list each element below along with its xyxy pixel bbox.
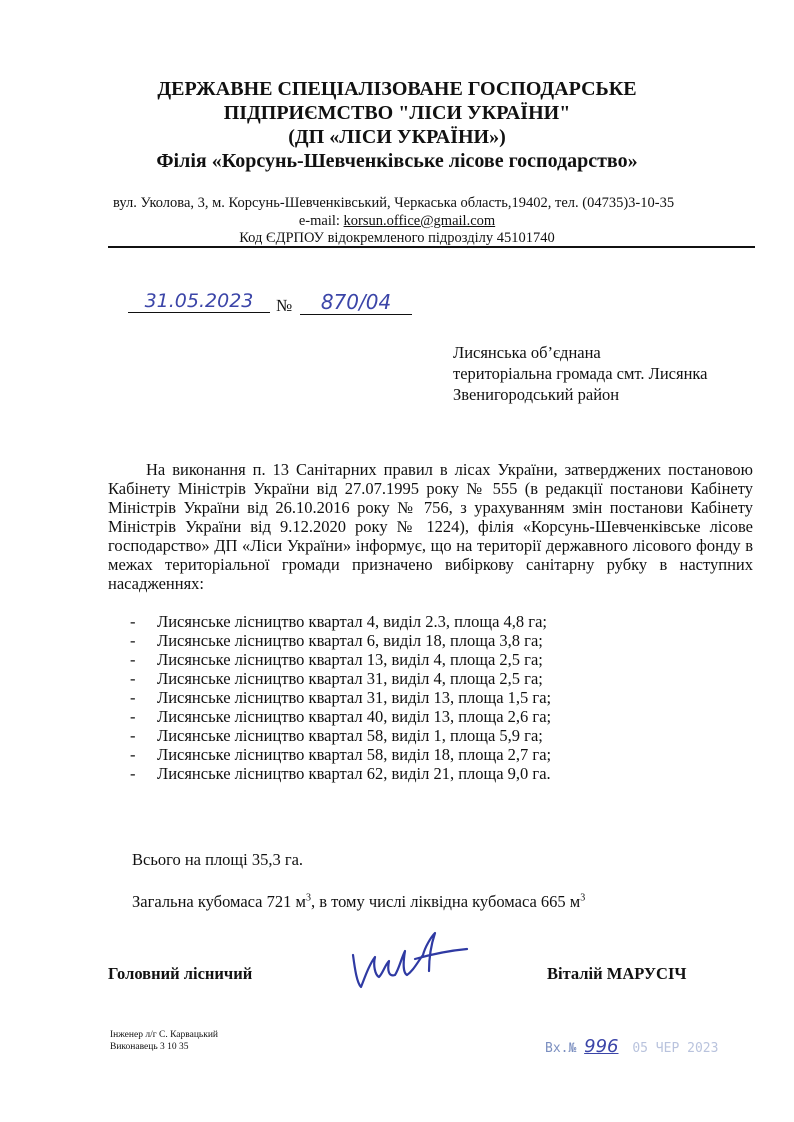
list-item-text: Лисянське лісництво квартал 62, виділ 21, площа 9,0 га. xyxy=(157,764,551,783)
list-marker: - xyxy=(130,764,136,783)
list-marker: - xyxy=(130,688,136,707)
list-marker: - xyxy=(130,669,136,688)
list-item xyxy=(130,669,551,688)
executor-line: Виконавець 3 10 35 xyxy=(110,1042,189,1052)
list-marker: - xyxy=(130,650,136,669)
reference-number-field xyxy=(300,290,412,315)
list-marker: - xyxy=(130,745,136,764)
recipient-line1: Лисянська об’єднана xyxy=(453,343,601,362)
stamp-date: 05 ЧЕР 2023 xyxy=(632,1041,719,1056)
recipient-line2: територіальна громада смт. Лисянка xyxy=(453,364,708,383)
list-item xyxy=(130,612,551,631)
list-marker: - xyxy=(130,612,136,631)
superscript-3: 3 xyxy=(305,892,311,904)
signatory-position: Головний лісничий xyxy=(108,964,253,983)
reference-number: 870/04 xyxy=(320,290,392,314)
list-item xyxy=(130,707,551,726)
plantation-list xyxy=(130,612,551,783)
recipient-block xyxy=(453,342,708,405)
list-item-text: Лисянське лісництво квартал 31, виділ 4, площа 2,5 га; xyxy=(157,669,543,688)
list-item-text: Лисянське лісництво квартал 4, виділ 2.3, площа 4,8 га; xyxy=(157,612,547,631)
body-paragraph: На виконання п. 13 Санітарних правил в лісах України, затверджених постановою Кабінету Міністрів України від 27.07.1995 року № 555 (в редакції постанови Кабінету Міністрів України від 26.10.2016 року № 756, з урахуванням змін постанови Кабінету Міністрів України від 9.12.2020 року № 1224), філія «Корсунь-Шевченківське лісове господарство» ДП «Ліси України» інформує, що на території державного лісового фонду в межах територіальної громади призначено вибіркову санітарну рубку в наступних насадженнях: xyxy=(108,460,753,593)
superscript-3: 3 xyxy=(580,892,586,904)
header-divider xyxy=(108,246,755,248)
address-line: вул. Уколова, 3, м. Корсунь-Шевченківський, Черкаська область,19402, тел. (04735)3-10-35 xyxy=(113,195,675,211)
list-item-text: Лисянське лісництво квартал 40, виділ 13, площа 2,6 га; xyxy=(157,707,552,726)
engineer-line: Інженер л/г С. Карвацький xyxy=(110,1030,219,1040)
reference-date: 31.05.2023 xyxy=(144,290,254,312)
reference-date-field xyxy=(128,290,270,313)
stamp-prefix: Вх.№ xyxy=(545,1041,577,1056)
email-prefix: e-mail: xyxy=(298,213,344,229)
list-item xyxy=(130,688,551,707)
volume-line xyxy=(132,892,585,912)
org-title-line3: (ДП «ЛІСИ УКРАЇНИ») xyxy=(288,126,506,148)
org-title-line2: ПІДПРИЄМСТВО "ЛІСИ УКРАЇНИ" xyxy=(223,102,571,124)
list-item xyxy=(130,631,551,650)
list-item xyxy=(130,726,551,745)
list-item-text: Лисянське лісництво квартал 58, виділ 18, площа 2,7 га; xyxy=(157,745,552,764)
email-line xyxy=(0,213,794,230)
list-marker: - xyxy=(130,631,136,650)
list-item-text: Лисянське лісництво квартал 31, виділ 13, площа 1,5 га; xyxy=(157,688,552,707)
list-item xyxy=(130,764,551,783)
list-item xyxy=(130,650,551,669)
stamp-number: 996 xyxy=(584,1036,619,1057)
recipient-line3: Звенигородський район xyxy=(453,385,620,404)
volume-text-2: , в тому числі ліквідна кубомаса 665 м xyxy=(310,892,581,911)
body-paragraph-block xyxy=(108,460,753,593)
number-sign: № xyxy=(276,296,293,315)
volume-text-1: Загальна кубомаса 721 м xyxy=(132,892,306,911)
list-item-text: Лисянське лісництво квартал 6, виділ 18, площа 3,8 га; xyxy=(157,631,543,650)
total-area: Всього на площі 35,3 га. xyxy=(132,850,304,869)
incoming-stamp xyxy=(545,1036,718,1057)
email-link[interactable]: korsun.office@gmail.com xyxy=(343,213,496,229)
list-marker: - xyxy=(130,707,136,726)
list-item xyxy=(130,745,551,764)
org-title-line1: ДЕРЖАВНЕ СПЕЦІАЛІЗОВАНЕ ГОСПОДАРСЬКЕ xyxy=(157,78,637,100)
list-item-text: Лисянське лісництво квартал 13, виділ 4, площа 2,5 га; xyxy=(157,650,543,669)
list-item-text: Лисянське лісництво квартал 58, виділ 1, площа 5,9 га; xyxy=(157,726,543,745)
branch-title: Філія «Корсунь-Шевченківське лісове господарство» xyxy=(156,150,638,172)
handwritten-signature-icon xyxy=(345,925,475,997)
list-marker: - xyxy=(130,726,136,745)
edrpou-line: Код ЄДРПОУ відокремленого підрозділу 45101740 xyxy=(239,230,555,246)
signatory-name: Віталій МАРУСІЧ xyxy=(547,964,687,983)
